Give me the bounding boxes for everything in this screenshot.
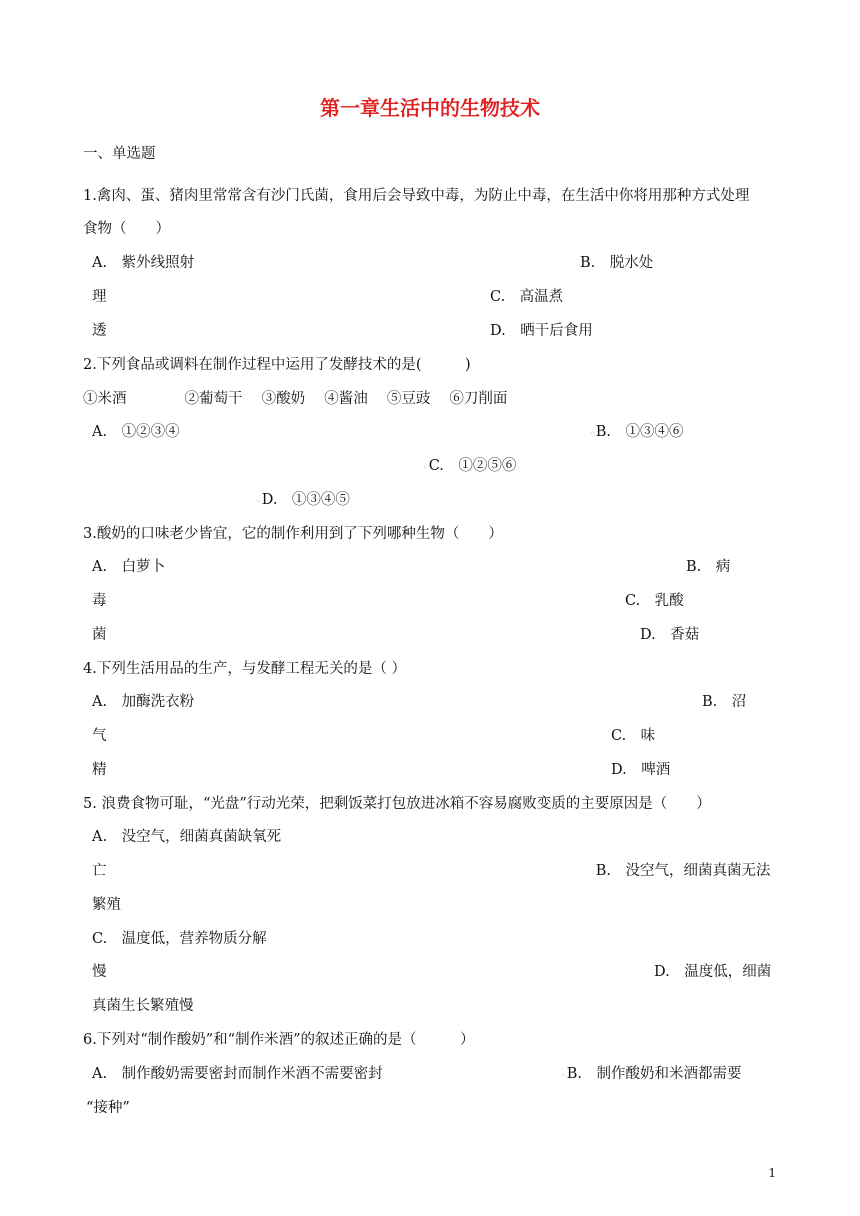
q6-option-b-text: B. 制作酸奶和米酒都需要 bbox=[566, 1066, 742, 1082]
q2-option-c-text: C. ①②⑤⑥ bbox=[428, 458, 517, 474]
document-title: 第一章生活中的生物技术 bbox=[320, 96, 540, 120]
q1-stem-line1: 1.禽肉、蛋、猪肉里常常含有沙门氏菌，食用后会导致中毒，为防止中毒，在生活中你将用那种方式处理 bbox=[83, 188, 750, 204]
q6-option-b bbox=[561, 1064, 741, 1086]
q2-option-d bbox=[256, 490, 350, 512]
q5-option-c-cont: 慢 bbox=[92, 964, 107, 980]
q3-option-a: A. 白萝卜 bbox=[92, 559, 166, 575]
paragraph-mark-icon: ◦ bbox=[256, 497, 261, 506]
q1-option-c: C. 高温煮 bbox=[490, 289, 564, 305]
q4-option-d: D. 啤酒 bbox=[611, 762, 671, 778]
q5-option-d-cont: 真菌生长繁殖慢 bbox=[92, 998, 194, 1014]
q2-option-a: A. ①②③④ bbox=[92, 424, 180, 440]
q5-stem: 5. 浪费食物可耻，“光盘”行动光荣，把剩饭菜打包放进冰箱不容易腐败变质的主要原因是（ ） bbox=[83, 796, 711, 812]
paragraph-mark-icon: ◦ bbox=[561, 1071, 566, 1080]
q4-option-c-cont: 精 bbox=[92, 762, 107, 778]
section-heading: 一、单选题 bbox=[83, 146, 156, 162]
q4-option-c: C. 味 bbox=[611, 728, 656, 744]
q5-option-a-cont: 亡 bbox=[92, 863, 107, 879]
page-number: 1 bbox=[768, 1166, 776, 1180]
q2-items: ①米酒 ②葡萄干 ③酸奶 ④酱油 ⑤豆豉 ⑥刀削面 bbox=[83, 391, 508, 407]
q2-option-b bbox=[590, 422, 683, 444]
q4-option-b-cont: 气 bbox=[92, 728, 107, 744]
q6-stem: 6.下列对“制作酸奶”和“制作米酒”的叙述正确的是（ ） bbox=[83, 1032, 475, 1048]
q5-option-b bbox=[590, 861, 770, 883]
paragraph-mark-icon: ◦ bbox=[590, 868, 595, 877]
q3-option-d: D. 香菇 bbox=[640, 627, 700, 643]
q1-option-c-cont: 透 bbox=[92, 323, 107, 339]
q2-option-d-text: D. ①③④⑤ bbox=[261, 492, 350, 508]
q6-option-a: A. 制作酸奶需要密封而制作米酒不需要密封 bbox=[92, 1066, 383, 1082]
q5-option-b-cont: 繁殖 bbox=[92, 897, 121, 913]
paragraph-mark-icon: ◦ bbox=[590, 429, 595, 438]
q5-option-a: A. 没空气，细菌真菌缺氧死 bbox=[92, 829, 282, 845]
q1-option-b: B. 脱水处 bbox=[580, 255, 654, 271]
q1-option-d: D. 晒干后食用 bbox=[490, 323, 593, 339]
q5-option-c: C. 温度低，营养物质分解 bbox=[92, 931, 267, 947]
q3-option-c: C. 乳酸 bbox=[625, 593, 684, 609]
q3-stem: 3.酸奶的口味老少皆宜，它的制作利用到了下列哪种生物（ ） bbox=[83, 526, 503, 542]
q6-option-b-cont: “接种” bbox=[86, 1100, 130, 1116]
q4-option-a: A. 加酶洗衣粉 bbox=[92, 694, 195, 710]
q3-option-c-cont: 菌 bbox=[92, 627, 107, 643]
q3-option-b-cont: 毒 bbox=[92, 593, 107, 609]
q4-stem: 4.下列生活用品的生产，与发酵工程无关的是（ ） bbox=[83, 661, 406, 677]
q2-option-c bbox=[423, 456, 516, 478]
q1-option-b-cont: 理 bbox=[92, 289, 107, 305]
q3-option-b: B. 病 bbox=[686, 559, 731, 575]
paragraph-mark-icon: ◦ bbox=[423, 463, 428, 472]
q4-option-b: B. 沼 bbox=[702, 694, 747, 710]
q2-option-b-text: B. ①③④⑥ bbox=[595, 424, 684, 440]
q2-stem: 2.下列食品或调料在制作过程中运用了发酵技术的是( ) bbox=[83, 357, 471, 373]
q5-option-b-text: B. 没空气，细菌真菌无法 bbox=[595, 863, 771, 879]
q1-option-a: A. 紫外线照射 bbox=[92, 255, 195, 271]
q5-option-d: D. 温度低，细菌 bbox=[654, 964, 772, 980]
q1-stem-line2: 食物（ ） bbox=[83, 221, 170, 237]
